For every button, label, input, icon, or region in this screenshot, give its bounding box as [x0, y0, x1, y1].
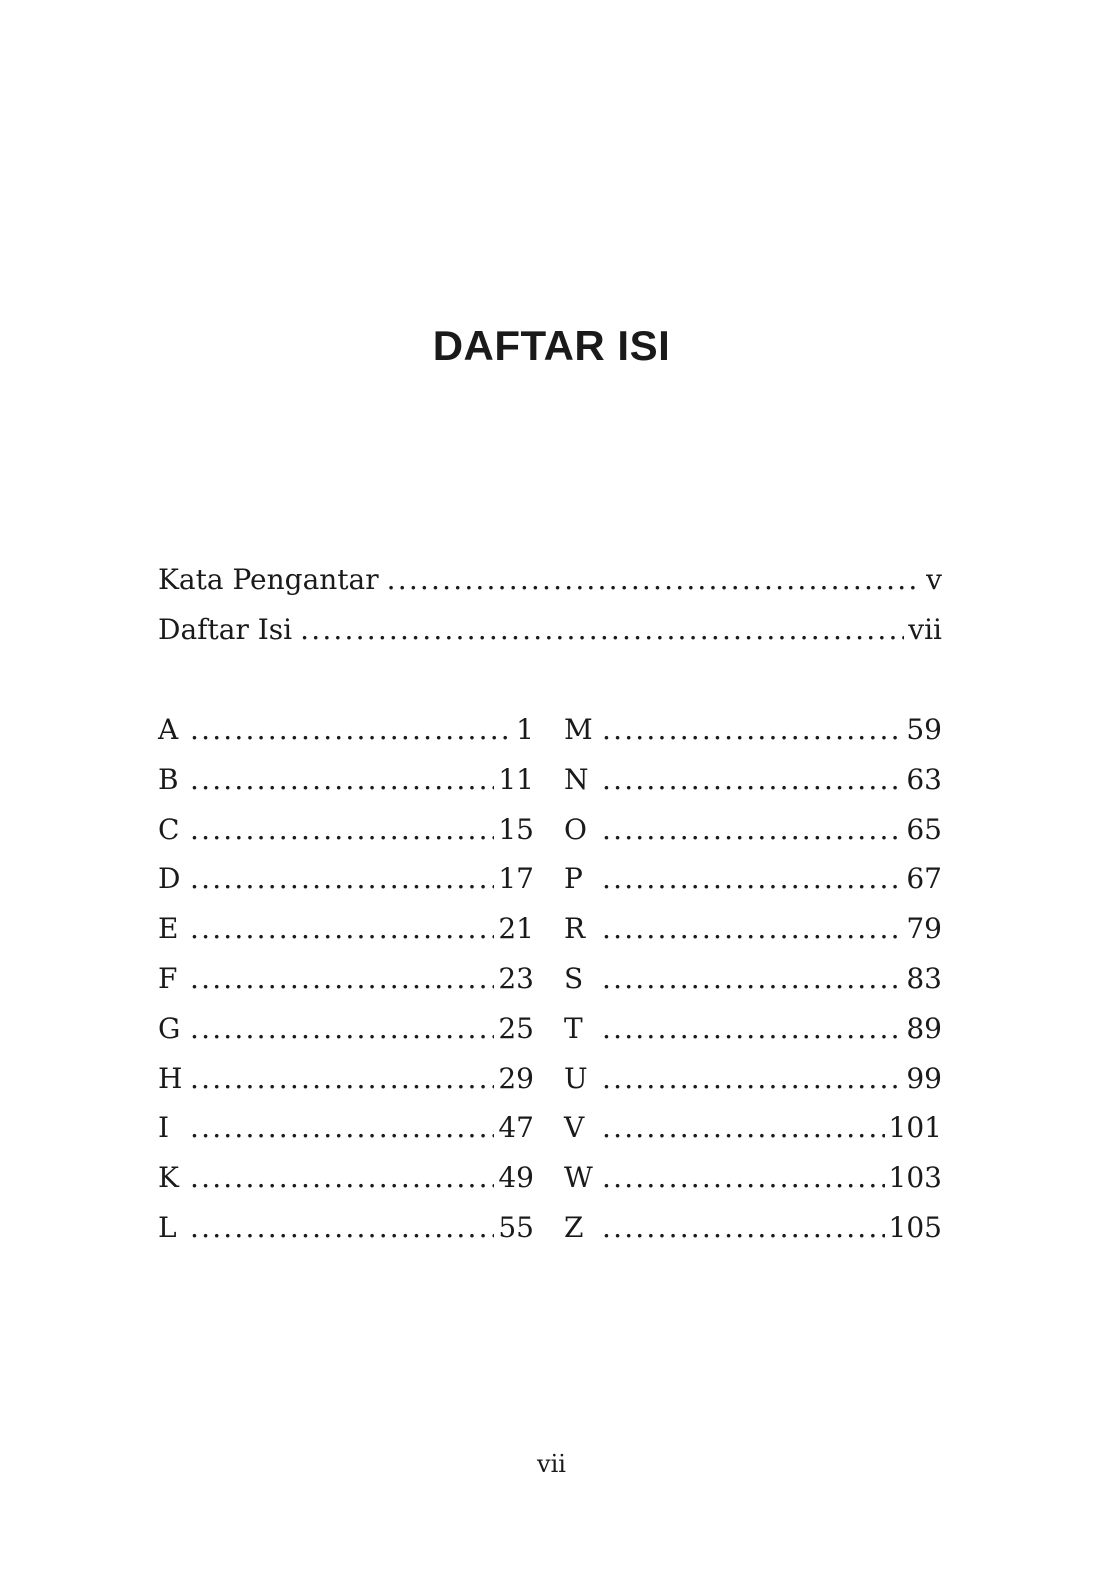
index-letter: M [564, 713, 593, 746]
index-page: 49 [498, 1161, 534, 1195]
toc-entry-page: vii [908, 613, 942, 646]
index-entry-w[interactable] [564, 1161, 942, 1214]
index-page: 15 [498, 812, 534, 846]
dot-leader [602, 1015, 902, 1043]
index-entry-z[interactable] [564, 1210, 942, 1264]
index-letter: R [564, 912, 586, 946]
index-entry-g[interactable] [158, 1011, 534, 1065]
index-page: 1 [516, 713, 534, 746]
index-entry-f[interactable] [158, 961, 534, 1015]
index-page: 63 [906, 762, 942, 796]
index-letter: N [564, 762, 589, 796]
dot-leader [190, 716, 512, 744]
index-letter: V [564, 1111, 585, 1145]
index-page: 103 [888, 1161, 942, 1195]
index-entry-i[interactable] [158, 1111, 534, 1164]
index-letter: F [158, 961, 178, 995]
dot-leader [602, 915, 902, 943]
dot-leader [190, 965, 494, 993]
index-page: 21 [498, 912, 534, 946]
index-page: 67 [906, 862, 942, 896]
index-letter: D [158, 862, 181, 896]
toc-entry-page: v [926, 563, 942, 596]
index-letter: W [564, 1161, 593, 1195]
index-entry-p[interactable] [564, 862, 942, 915]
dot-leader [602, 1214, 885, 1242]
index-entry-a[interactable] [158, 713, 534, 766]
dot-leader [602, 1114, 885, 1142]
dot-leader [190, 915, 494, 943]
index-entry-b[interactable] [158, 762, 534, 816]
dot-leader [602, 766, 902, 794]
index-page: 83 [906, 961, 942, 995]
page-title: DAFTAR ISI [432, 322, 671, 369]
index-entry-s[interactable] [564, 961, 942, 1015]
index-entry-k[interactable] [158, 1161, 534, 1214]
index-letter: H [158, 1061, 183, 1095]
index-entry-v[interactable] [564, 1111, 942, 1164]
index-letter: I [158, 1111, 170, 1145]
index-page: 105 [888, 1210, 942, 1244]
dot-leader [190, 1164, 494, 1192]
dot-leader [602, 716, 902, 744]
dot-leader [602, 865, 902, 893]
index-entry-c[interactable] [158, 812, 534, 866]
index-page: 101 [888, 1111, 942, 1145]
index-entry-m[interactable] [564, 713, 942, 766]
dot-leader [190, 1114, 494, 1142]
index-letter: Z [564, 1210, 584, 1244]
toc-entry-daftar-isi[interactable] [158, 613, 942, 666]
index-letter: K [158, 1161, 179, 1195]
index-page: 99 [906, 1061, 942, 1095]
toc-entry-kata-pengantar[interactable] [158, 563, 942, 616]
index-page: 65 [906, 812, 942, 846]
index-letter: E [158, 912, 179, 946]
index-entry-l[interactable] [158, 1210, 534, 1264]
dot-leader [190, 1015, 494, 1043]
index-letter: B [158, 762, 179, 796]
dot-leader [190, 766, 494, 794]
index-entry-t[interactable] [564, 1011, 942, 1065]
index-column-right [564, 713, 942, 1264]
index-entry-e[interactable] [158, 912, 534, 965]
front-matter-list [158, 563, 942, 666]
page-number: vii [537, 1450, 566, 1478]
dot-leader [387, 566, 923, 594]
index-letter: S [564, 961, 584, 995]
index-page: 59 [906, 713, 942, 746]
index-entry-u[interactable] [564, 1061, 942, 1115]
index-letter: U [564, 1061, 588, 1095]
index-column-left [158, 713, 534, 1264]
dot-leader [190, 865, 494, 893]
index-entry-h[interactable] [158, 1061, 534, 1115]
index-page: 23 [498, 961, 534, 995]
dot-leader [190, 816, 494, 844]
index-entry-o[interactable] [564, 812, 942, 866]
index-page: 79 [906, 912, 942, 946]
index-letter: P [564, 862, 583, 896]
index-letter: C [158, 812, 180, 846]
index-page: 89 [906, 1011, 942, 1045]
dot-leader [602, 1164, 885, 1192]
dot-leader [602, 816, 902, 844]
index-letter: A [158, 713, 179, 746]
index-letter: T [564, 1011, 583, 1045]
dot-leader [300, 616, 904, 644]
index-page: 55 [498, 1210, 534, 1244]
dot-leader [190, 1214, 494, 1242]
index-page: 11 [498, 762, 534, 796]
index-entry-d[interactable] [158, 862, 534, 915]
index-letter: O [564, 812, 587, 846]
toc-entry-label: Daftar Isi [158, 613, 293, 646]
index-entry-r[interactable] [564, 912, 942, 965]
index-entry-n[interactable] [564, 762, 942, 816]
index-page: 17 [498, 862, 534, 896]
index-letter: G [158, 1011, 181, 1045]
index-letter: L [158, 1210, 177, 1244]
dot-leader [602, 1065, 902, 1093]
toc-entry-label: Kata Pengantar [158, 563, 379, 596]
dot-leader [190, 1065, 494, 1093]
index-page: 47 [498, 1111, 534, 1145]
index-page: 25 [498, 1011, 534, 1045]
dot-leader [602, 965, 902, 993]
index-page: 29 [498, 1061, 534, 1095]
